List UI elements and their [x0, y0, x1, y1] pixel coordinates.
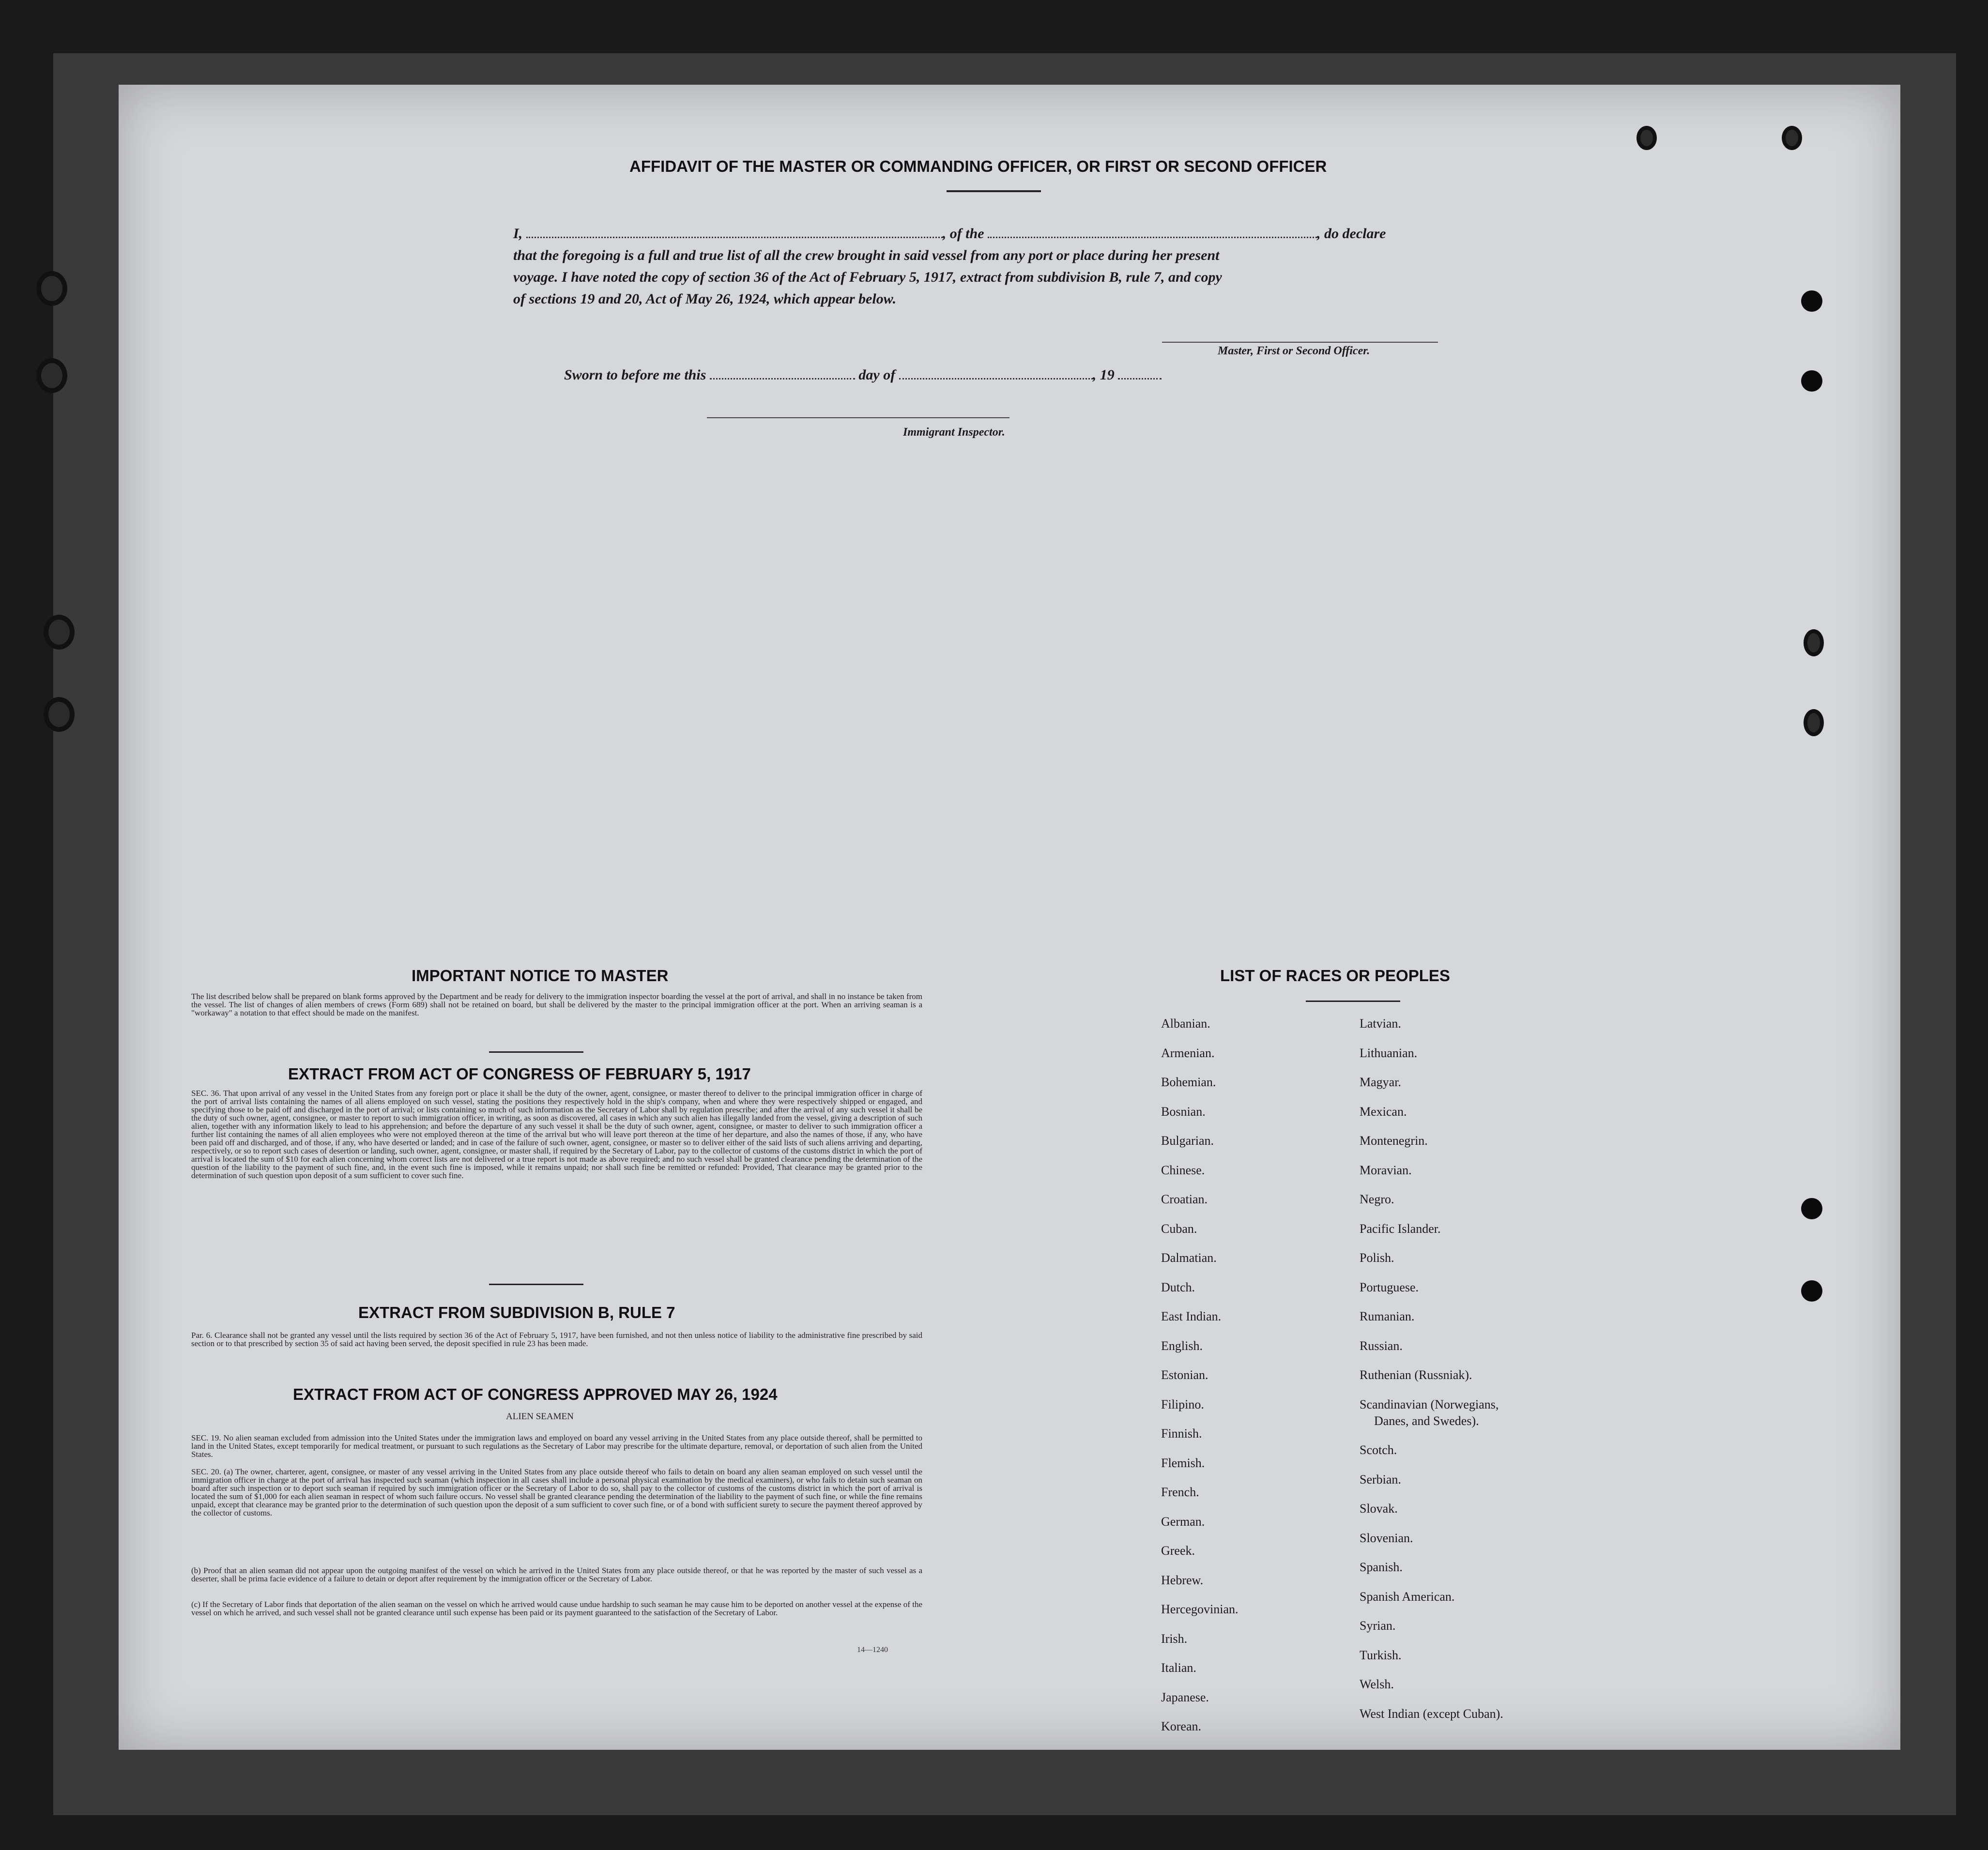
binder-hole — [1804, 709, 1824, 736]
race-item: Filipino. — [1161, 1397, 1204, 1411]
sec20c-text: (c) If the Secretary of Labor finds that deportation of the alien seaman on the vessel on which he arrived would cause undue hardship to such seaman he may cause him to be deported on another vessel at the expense of the vessel on which he arrived, and such vessel shall not be granted clearance until such expense has been paid or its payment guaranteed to the satisfaction of the Secretary of Labor. — [191, 1600, 922, 1617]
race-item: English. — [1161, 1338, 1203, 1353]
notice-text: The list described below shall be prepared on blank forms approved by the Department and be ready for delivery to the immigration inspector boarding the vessel at the port of arrival, and shall in no instance be taken from the vessel. The list of changes of alien members of crews (Form 689) shall not be retained on board, but shall be delivered by the master to the principal immigration officer at the port. When an arriving seaman is a "workaway" a notation to that effect should be made on the manifest. — [191, 992, 922, 1017]
day-of-text: day of — [858, 367, 896, 383]
binder-hole — [1636, 126, 1657, 150]
race-item: Moravian. — [1360, 1163, 1412, 1177]
race-item: Greek. — [1161, 1544, 1195, 1558]
race-item: Serbian. — [1360, 1472, 1401, 1486]
race-item: Chinese. — [1161, 1163, 1205, 1177]
master-signature-line — [1162, 342, 1438, 343]
race-item: German. — [1161, 1514, 1205, 1529]
race-item: Finnish. — [1161, 1426, 1202, 1441]
race-item: Bosnian. — [1161, 1104, 1206, 1119]
race-item: Portuguese. — [1360, 1280, 1419, 1294]
binder-hole — [36, 358, 67, 393]
sec20b-text: (b) Proof that an alien seaman did not appear upon the outgoing manifest of the vessel on which he arrived in the United States from any place outside thereof, or that he was reported by the master of such vessel as a deserter, shall be prima facie evidence of a failure to detain or deport after requirement by the immigration officer or the Secretary of Labor. — [191, 1566, 922, 1583]
race-item: Estonian. — [1161, 1368, 1208, 1382]
race-item: Albanian. — [1161, 1016, 1210, 1031]
day-blank — [710, 366, 855, 379]
inspector-signature-label: Immigrant Inspector. — [903, 426, 1005, 439]
race-item: Latvian. — [1360, 1016, 1401, 1031]
race-item: Negro. — [1360, 1192, 1394, 1206]
affidavit-i: I, — [513, 226, 523, 242]
race-item: Ruthenian (Russniak). — [1360, 1368, 1472, 1382]
race-item: Italian. — [1161, 1661, 1196, 1675]
affidavit-line-1 — [513, 223, 1482, 245]
alien-seamen-subtitle: ALIEN SEAMEN — [506, 1411, 574, 1422]
race-item: Rumanian. — [1360, 1309, 1415, 1323]
race-item: Cuban. — [1161, 1221, 1197, 1236]
master-signature-label: Master, First or Second Officer. — [1218, 345, 1370, 357]
affidavit-of-the: , of the — [942, 226, 984, 242]
section-rule — [489, 1284, 583, 1285]
race-item: Spanish. — [1360, 1560, 1403, 1575]
race-item: Welsh. — [1360, 1677, 1394, 1692]
race-item: Pacific Islander. — [1360, 1221, 1441, 1236]
races-title-rule — [1306, 1001, 1400, 1002]
race-item: Irish. — [1161, 1631, 1188, 1646]
binder-hole — [36, 271, 67, 306]
sworn-line — [564, 364, 1290, 386]
race-item: French. — [1161, 1485, 1199, 1499]
race-item: Bohemian. — [1161, 1075, 1216, 1089]
affidavit-line-4: of sections 19 and 20, Act of May 26, 1924, which appear below. — [513, 291, 897, 307]
race-item: Spanish American. — [1360, 1589, 1455, 1604]
race-item: Scandinavian (Norwegians, — [1360, 1397, 1499, 1411]
section-rule — [489, 1051, 583, 1053]
affidavit-line-3: voyage. I have noted the copy of section 36 of the Act of February 5, 1917, extract from subdivision B, rule 7, and copy — [513, 269, 1222, 285]
race-item: Armenian. — [1161, 1046, 1215, 1060]
sec20a-text: SEC. 20. (a) The owner, charterer, agent, consignee, or master of any vessel arriving in the United States from any place outside thereof who fails to detain on board any alien seaman employed on such vessel until the immigration officer in charge at the port of arrival has inspected such seaman (which inspection in all cases shall include a personal physical examination by the medical examiners), or who fails to detain such seaman on board after such inspection or to deport such seaman if required by such immigration officer or the Secretary of Labor to do so, shall pay to the collector of customs of the customs district in which the port of arrival is located the sum of $1,000 for each alien seaman in respect of whom such failure occurs. No vessel shall be granted clearance pending the determination of the liability to the payment of such fine, or while the fine remains unpaid, except that clearance may be granted prior to the determination of such question upon the deposit of a sum sufficient to cover such fine, or of a bond with sufficient surety to secure the payment thereof approved by the collector of customs. — [191, 1467, 922, 1517]
race-item: Flemish. — [1161, 1456, 1205, 1470]
sec19-text: SEC. 19. No alien seaman excluded from admission into the United States under the immigration laws and employed on board any vessel arriving in the United States from any place outside thereof, shall be permitted to land in the United States, except temporarily for medical treatment, or pursuant to such regulations as the Secretary of Labor may prescribe for the ultimate departure, removal, or deportation of such alien from the United States. — [191, 1433, 922, 1459]
race-item: Dalmatian. — [1161, 1251, 1217, 1265]
punch-dot — [1801, 290, 1822, 312]
race-item: Scotch. — [1360, 1443, 1397, 1457]
affidavit-declare: , do declare — [1317, 226, 1386, 242]
year-blank — [1118, 366, 1162, 379]
race-item: West Indian (except Cuban). — [1360, 1706, 1503, 1721]
race-item: Russian. — [1360, 1338, 1403, 1353]
month-blank — [899, 366, 1093, 379]
race-item: Hercegovinian. — [1161, 1602, 1239, 1616]
race-item: Mexican. — [1360, 1104, 1407, 1119]
race-item: Polish. — [1360, 1251, 1394, 1265]
races-title: LIST OF RACES OR PEOPLES — [1220, 967, 1450, 985]
name-blank — [526, 225, 943, 238]
race-item: Korean. — [1161, 1719, 1202, 1733]
affidavit-line-2: that the foregoing is a full and true list of all the crew brought in said vessel from any port or place during her present — [513, 247, 1220, 263]
race-item: East Indian. — [1161, 1309, 1222, 1323]
race-item: Magyar. — [1360, 1075, 1401, 1089]
race-item: Turkish. — [1360, 1648, 1402, 1662]
race-item: Syrian. — [1360, 1619, 1396, 1633]
subdivision-b-title: EXTRACT FROM SUBDIVISION B, RULE 7 — [358, 1304, 675, 1321]
punch-dot — [1801, 1198, 1822, 1219]
race-item: Hebrew. — [1161, 1573, 1204, 1587]
extract-1917-text: SEC. 36. That upon arrival of any vessel in the United States from any foreign port or place it shall be the duty of the owner, agent, consignee, or master thereof to deliver to the principal immigration officer in charge of the port of arrival lists containing the names of all aliens employed on such vessel, stating the positions they respectively hold in the ship's company, when and where they were respectively shipped or engaged, and specifying those to be paid off and discharged in the port of arrival; or lists containing so much of such information as the Secretary of Labor shall by regulation prescribe; and after the arrival of any such vessel it shall be the duty of such owner, agent, consignee, or master to report to such immigration officer, in writing, as soon as discovered, all cases in which any such alien has illegally landed from the vessel, giving a description of such alien, together with any information likely to lead to his apprehension; and before the departure of any such vessel it shall be the duty of such owner, agent, consignee, or master to deliver to such immigration officer a further list containing the names of all alien employees who were not employed thereon at the time of the arrival but who will leave port thereon at the time of her departure, and also the names of those, if any, who have been paid off and discharged, and of those, if any, who have deserted or landed; and in case of the failure of such owner, agent, consignee, or master so to deliver either of the said lists of such aliens arriving and departing, respectively, or so to report such cases of desertion or landing, such owner, agent, consignee, or master shall, if required by the Secretary of Labor, pay to the collector of customs of the customs district in which the port of arrival is located the sum of $10 for each alien concerning whom correct lists are not delivered or a true report is not made as above required; and no such vessel shall be granted clearance pending the determination of the question of the liability to the payment of such fine, and, in the event such fine is imposed, while it remains unpaid; nor shall such fine be remitted or refunded: Provided, That clearance may be granted prior to the determination of such question upon deposit of a sum sufficient to cover such fine. — [191, 1089, 922, 1180]
binder-hole — [44, 697, 75, 732]
affidavit-title: AFFIDAVIT OF THE MASTER OR COMMANDING OFFICER, OR FIRST OR SECOND OFFICER — [629, 157, 1327, 175]
notice-title: IMPORTANT NOTICE TO MASTER — [412, 967, 669, 985]
extract-1917-title: EXTRACT FROM ACT OF CONGRESS OF FEBRUARY 5, 1917 — [288, 1065, 751, 1083]
race-item: Montenegrin. — [1360, 1134, 1428, 1148]
race-item: Danes, and Swedes). — [1374, 1414, 1479, 1428]
race-item: Japanese. — [1161, 1690, 1209, 1704]
title-rule — [947, 190, 1041, 192]
binder-hole — [1804, 629, 1824, 656]
binder-hole — [44, 615, 75, 650]
inspector-signature-line — [707, 417, 1009, 418]
year-text: , 19 — [1092, 367, 1115, 383]
punch-dot — [1801, 1280, 1822, 1302]
punch-dot — [1801, 370, 1822, 392]
form-number: 14—1240 — [857, 1646, 888, 1654]
binder-hole — [1782, 126, 1802, 150]
race-item: Dutch. — [1161, 1280, 1195, 1294]
race-item: Croatian. — [1161, 1192, 1208, 1206]
race-item: Lithuanian. — [1360, 1046, 1418, 1060]
sworn-text: Sworn to before me this — [564, 367, 706, 383]
vessel-blank — [988, 225, 1317, 238]
subdivision-b-text: Par. 6. Clearance shall not be granted any vessel until the lists required by section 36 of the Act of February 5, 1917, have been furnished, and not then unless notice of liability to the administrative fine prescribed by said section or to that prescribed by section 35 of said act having been served, the deposit specified in rule 23 has been made. — [191, 1331, 922, 1348]
race-item: Bulgarian. — [1161, 1134, 1214, 1148]
race-item: Slovak. — [1360, 1501, 1398, 1516]
race-item: Slovenian. — [1360, 1531, 1413, 1545]
extract-1924-title: EXTRACT FROM ACT OF CONGRESS APPROVED MAY 26, 1924 — [293, 1385, 778, 1403]
